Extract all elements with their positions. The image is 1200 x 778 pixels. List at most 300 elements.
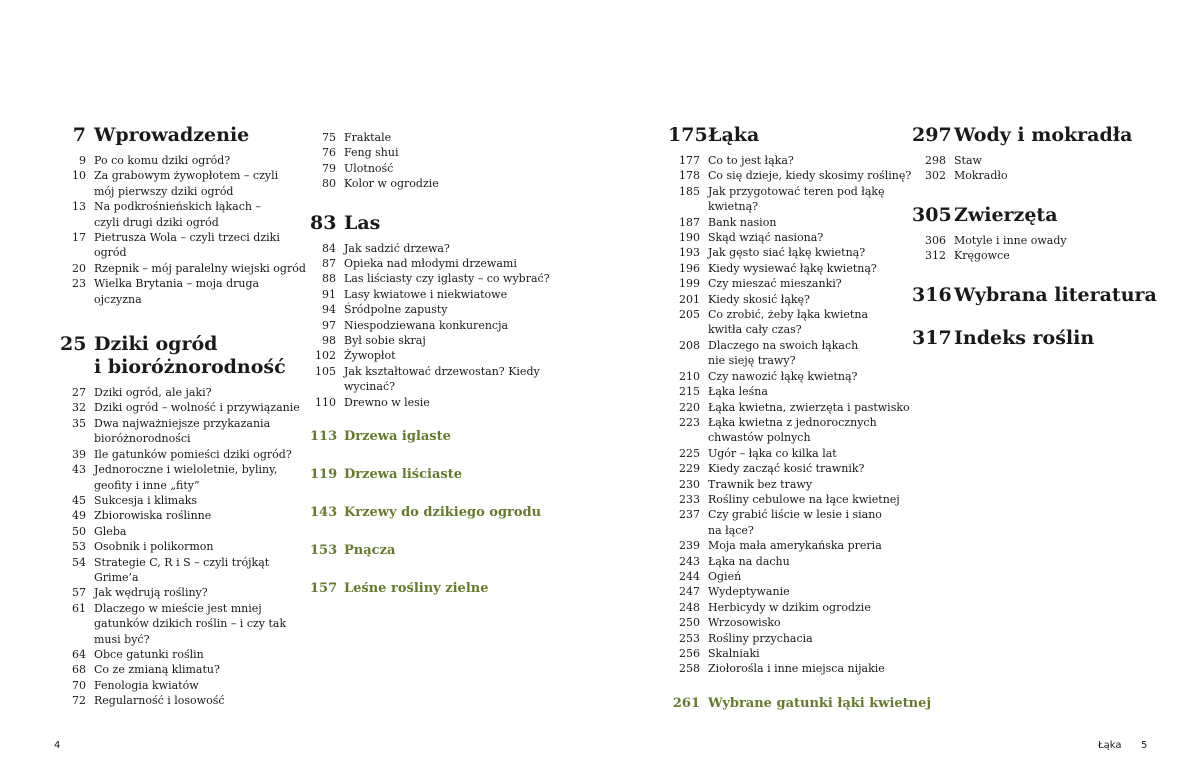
entry-page-number: 298	[925, 154, 946, 167]
entry-title	[708, 338, 858, 369]
entry-title-line: musi być?	[94, 632, 150, 646]
section-title-line: Dziki ogród	[94, 333, 218, 356]
entry-title	[954, 233, 1067, 248]
toc-section	[912, 124, 1162, 147]
entry-title-line: Motyle i inne owady	[954, 233, 1067, 247]
section-title	[954, 124, 1132, 147]
entry-page-number: 72	[72, 694, 86, 708]
entry-page-number: 223	[679, 415, 700, 429]
section-title	[954, 284, 1157, 307]
entry-title-line: Co to jest łąka?	[708, 154, 794, 167]
entry-title-line: Śródpolne zapusty	[344, 303, 448, 317]
entry-title-line: Dziki ogród, ale jaki?	[94, 386, 212, 400]
section-page-number: 7	[72, 124, 86, 146]
entry-page-number: 57	[72, 586, 86, 600]
section-page-number: 297	[912, 124, 952, 146]
toc-entry	[60, 601, 300, 647]
entry-page-number: 306	[925, 233, 946, 247]
entry-page-number: 102	[315, 349, 336, 363]
toc-entry	[668, 261, 908, 276]
toc-entry	[60, 261, 306, 276]
entry-title	[344, 271, 550, 286]
entry-title-line: Sukcesja i klimaks	[94, 493, 198, 507]
entry-title-line: Za grabowym żywopłotem – czyli	[94, 169, 279, 183]
entry-page-number: 225	[679, 446, 700, 460]
entry-title-line: Lasy kwiatowe i niekwiatowe	[344, 287, 508, 301]
entry-title-line: Drewno w lesie	[344, 395, 430, 409]
entry-title-line: Co się dzieje, kiedy skosimy roślinę?	[708, 169, 912, 183]
entry-title-line: Kolor w ogrodzie	[344, 177, 439, 191]
entry-title	[344, 333, 426, 348]
section-page-number: 83	[310, 211, 337, 234]
entry-title-line: bioróżnorodności	[94, 432, 191, 446]
section-title	[344, 539, 395, 562]
entry-title	[94, 199, 261, 230]
entry-title-line: Jak sadzić drzewa?	[344, 241, 450, 255]
entry-title	[344, 145, 399, 160]
toc-entry	[668, 554, 908, 569]
entry-title-line: Feng shui	[344, 146, 399, 160]
toc-entry	[668, 461, 908, 476]
entry-page-number: 208	[679, 338, 700, 352]
page-number-right: 5	[1141, 740, 1148, 751]
toc-entry	[668, 477, 908, 492]
entry-page-number: 39	[72, 447, 86, 461]
toc-entry	[60, 153, 300, 168]
entry-title-line: czyli drugi dziki ogród	[94, 215, 219, 229]
entry-title-line: wycinać?	[344, 380, 396, 394]
entry-page-number: 27	[72, 386, 86, 400]
toc-entry	[668, 492, 908, 507]
entry-page-number: 185	[679, 184, 700, 198]
running-title: Łąka	[1098, 740, 1122, 751]
entry-page-number: 32	[72, 401, 86, 415]
entry-title-line: ojczyzna	[94, 292, 142, 306]
entry-title	[708, 415, 877, 446]
entry-title	[708, 153, 794, 168]
toc-entry	[310, 176, 550, 191]
section-title-line: Łąka	[708, 124, 760, 146]
toc-entry	[310, 241, 550, 256]
entry-title-line: Rzepnik – mój paralelny wiejski ogród	[94, 261, 306, 275]
toc-section	[912, 327, 1162, 350]
entry-title	[344, 364, 540, 395]
section-title-line: Drzewa iglaste	[344, 429, 451, 445]
entry-page-number: 13	[72, 200, 86, 214]
entry-title	[344, 176, 439, 191]
toc-column-1	[60, 124, 306, 709]
toc-entry	[912, 153, 1162, 168]
entry-page-number: 220	[679, 400, 700, 414]
section-page-number: 143	[310, 505, 338, 521]
entry-page-number: 43	[72, 463, 86, 477]
entry-title	[708, 184, 885, 215]
entry-page-number: 94	[322, 303, 336, 317]
toc-entry	[912, 168, 1162, 183]
toc-entry	[60, 385, 300, 400]
entry-page-number: 91	[322, 287, 336, 301]
section-title-line: Leśne rośliny zielne	[344, 581, 489, 597]
toc-entry	[310, 395, 550, 410]
toc-column-4	[912, 124, 1162, 350]
entry-title-line: Żywopłot	[344, 349, 396, 363]
section-page-number: 261	[672, 695, 700, 711]
entry-title	[94, 601, 286, 647]
entry-title-line: Ulotność	[344, 161, 394, 175]
entry-title-line: Obce gatunki roślin	[94, 647, 204, 661]
entry-title-line: Dlaczego w mieście jest mniej	[94, 601, 262, 615]
entry-title-line: Czy nawozić łąkę kwietną?	[708, 369, 858, 383]
toc-entry	[668, 446, 908, 461]
section-title	[94, 333, 286, 379]
section-page-number: 153	[310, 543, 338, 559]
section-title-line: Wody i mokradła	[954, 124, 1133, 146]
entry-title-line: Na podkrośnieńskich łąkach –	[94, 200, 261, 214]
entry-title-line: Bank nasion	[708, 215, 777, 229]
entry-title-line: Łąka kwietna, zwierzęta i pastwisko	[708, 400, 910, 414]
toc-entry	[310, 256, 550, 271]
entry-title-line: Dziki ogród – wolność i przywiązanie	[94, 401, 300, 415]
entry-title-line: Herbicydy w dzikim ogrodzie	[708, 600, 871, 614]
toc-entry	[60, 416, 300, 447]
section-title	[344, 463, 462, 486]
entry-page-number: 177	[679, 154, 700, 167]
entry-title-line: Regularność i losowość	[94, 694, 225, 708]
entry-title-line: gatunków dzikich roślin – i czy tak	[94, 617, 287, 631]
entry-page-number: 68	[72, 663, 86, 677]
toc-section	[60, 124, 300, 147]
entry-title	[708, 615, 781, 630]
entry-page-number: 87	[322, 257, 336, 271]
section-title-line: Wybrana literatura	[954, 283, 1157, 306]
toc-entry	[310, 161, 550, 176]
entry-title-line: Las liściasty czy iglasty – co wybrać?	[344, 272, 550, 286]
entry-title	[94, 585, 208, 600]
section-page-number: 119	[310, 467, 338, 483]
entry-page-number: 105	[315, 364, 336, 378]
entry-title-line: Co ze zmianą klimatu?	[94, 663, 220, 677]
toc-entry	[668, 538, 908, 553]
toc-entry	[60, 647, 300, 662]
entry-title	[94, 416, 270, 447]
entry-title-line: ogród	[94, 246, 127, 260]
entry-page-number: 258	[679, 662, 700, 676]
entry-page-number: 253	[679, 631, 700, 645]
entry-page-number: 23	[72, 277, 86, 291]
entry-title	[94, 447, 292, 462]
section-title	[708, 692, 931, 715]
section-title	[708, 124, 759, 147]
toc-entry	[60, 539, 300, 554]
entry-title-line: Jak wędrują rośliny?	[94, 586, 208, 600]
entry-title-line: Rośliny przychacia	[708, 631, 813, 645]
toc-section	[60, 333, 300, 379]
entry-title	[708, 461, 864, 476]
toc-section	[668, 124, 908, 147]
entry-title	[344, 348, 396, 363]
entry-title-line: Łąka leśna	[708, 385, 768, 399]
entry-title	[344, 130, 391, 145]
entry-page-number: 250	[679, 616, 700, 630]
entry-page-number: 50	[72, 524, 86, 538]
toc-column-2	[310, 124, 550, 600]
entry-title	[954, 248, 1010, 263]
toc-entry	[668, 168, 912, 183]
entry-title	[708, 538, 882, 553]
entry-title	[708, 661, 885, 676]
toc-entry	[60, 524, 300, 539]
entry-title	[708, 492, 900, 507]
toc-entry	[668, 661, 908, 676]
entry-title-line: Rośliny cebulowe na łące kwietnej	[708, 492, 900, 506]
entry-title-line: chwastów polnych	[708, 431, 811, 445]
entry-title	[344, 302, 448, 317]
entry-title-line: Niespodziewana konkurencja	[344, 318, 509, 332]
entry-title-line: mój pierwszy dziki ogród	[94, 184, 234, 198]
entry-page-number: 9	[79, 154, 86, 167]
toc-entry	[912, 248, 1162, 263]
entry-title	[344, 287, 507, 302]
entry-title	[708, 631, 813, 646]
toc-entry	[668, 338, 908, 369]
toc-entry	[60, 662, 300, 677]
entry-page-number: 79	[322, 161, 336, 175]
toc-entry	[60, 447, 300, 462]
entry-title-line: Grime’a	[94, 570, 139, 584]
toc-entry	[60, 585, 300, 600]
entry-page-number: 243	[679, 554, 700, 568]
entry-title-line: Pietrusza Wola – czyli trzeci dziki	[94, 231, 280, 245]
entry-page-number: 193	[679, 246, 700, 260]
entry-title	[708, 292, 810, 307]
page-number-left: 4	[54, 740, 61, 751]
toc-entry	[668, 584, 908, 599]
toc-entry	[60, 199, 300, 230]
toc-entry	[60, 693, 300, 708]
toc-entry	[310, 364, 550, 395]
entry-page-number: 17	[72, 231, 86, 245]
toc-entry	[310, 348, 550, 363]
entry-title-line: Osobnik i polikormon	[94, 540, 214, 554]
entry-page-number: 53	[72, 540, 86, 554]
entry-page-number: 178	[679, 169, 700, 183]
toc-entry	[310, 271, 550, 286]
entry-page-number: 75	[322, 131, 336, 144]
entry-title-line: Jak kształtować drzewostan? Kiedy	[344, 364, 540, 378]
entry-page-number: 20	[72, 261, 86, 275]
entry-title	[344, 318, 508, 333]
entry-title-line: Wydeptywanie	[708, 585, 790, 599]
section-page-number: 316	[912, 283, 952, 306]
entry-title-line: Dlaczego na swoich łąkach	[708, 338, 859, 352]
toc-entry	[60, 508, 300, 523]
entry-title	[344, 241, 450, 256]
entry-title	[708, 230, 823, 245]
section-title	[954, 327, 1094, 350]
entry-page-number: 64	[72, 647, 86, 661]
entry-page-number: 239	[679, 539, 700, 553]
toc-subsection	[310, 501, 550, 524]
entry-title	[94, 539, 214, 554]
entry-title	[708, 400, 910, 415]
entry-title	[94, 385, 212, 400]
toc-entry	[668, 215, 908, 230]
toc-entry	[60, 276, 300, 307]
entry-title-line: Wrzosowisko	[708, 616, 781, 630]
entry-title-line: Zbiorowiska roślinne	[94, 509, 212, 523]
entry-title-line: Ile gatunków pomieści dziki ogród?	[94, 447, 292, 461]
entry-title	[708, 369, 857, 384]
toc-entry	[60, 400, 300, 415]
toc-entry	[668, 569, 908, 584]
entry-title-line: Czy grabić liście w lesie i siano	[708, 508, 882, 522]
entry-title-line: Kiedy skosić łąkę?	[708, 292, 810, 306]
entry-page-number: 256	[679, 647, 700, 660]
entry-title	[94, 662, 220, 677]
section-title-line: Drzewa liściaste	[344, 467, 462, 483]
entry-title-line: Był sobie skraj	[344, 334, 426, 348]
entry-title-line: Wielka Brytania – moja druga	[94, 277, 260, 291]
toc-entry	[60, 555, 300, 586]
entry-page-number: 70	[72, 678, 86, 692]
section-title	[954, 204, 1058, 227]
entry-title-line: Ogień	[708, 569, 742, 583]
entry-page-number: 312	[925, 249, 946, 263]
entry-page-number: 205	[679, 308, 700, 322]
entry-title	[94, 678, 199, 693]
entry-page-number: 10	[72, 169, 86, 183]
toc-entry	[668, 507, 908, 538]
toc-entry	[668, 245, 908, 260]
entry-page-number: 187	[679, 215, 700, 229]
entry-title	[708, 477, 812, 492]
toc-entry	[668, 184, 908, 215]
entry-title	[94, 555, 269, 586]
entry-title-line: Mokradło	[954, 169, 1008, 183]
entry-title-line: Trawnik bez trawy	[708, 477, 813, 491]
entry-title-line: Łąka kwietna z jednorocznych	[708, 415, 877, 429]
entry-title	[708, 600, 871, 615]
section-title	[344, 501, 541, 524]
entry-title-line: Dwa najważniejsze przykazania	[94, 416, 271, 430]
section-title-line: i bioróżnorodność	[94, 356, 286, 379]
toc-entry	[60, 493, 300, 508]
toc-entry	[668, 307, 908, 338]
entry-page-number: 215	[679, 385, 700, 399]
section-page-number: 157	[310, 581, 338, 597]
entry-page-number: 88	[322, 272, 336, 286]
section-title-line: Wprowadzenie	[94, 124, 250, 146]
toc-entry	[668, 631, 908, 646]
section-page-number: 317	[912, 326, 952, 349]
section-title	[344, 425, 451, 448]
entry-title	[708, 584, 790, 599]
entry-title	[708, 276, 842, 291]
toc-subsection	[310, 425, 550, 448]
section-title	[344, 577, 488, 600]
entry-page-number: 196	[679, 261, 700, 275]
entry-title-line: kwietną?	[708, 200, 759, 214]
entry-page-number: 80	[322, 177, 336, 191]
entry-page-number: 244	[679, 569, 700, 583]
entry-title-line: Jednoroczne i wieloletnie, byliny,	[94, 463, 278, 477]
entry-title-line: na łące?	[708, 523, 754, 537]
toc-entry	[310, 130, 550, 145]
entry-title	[708, 168, 911, 183]
entry-title-line: Fraktale	[344, 131, 392, 144]
entry-title-line: Ziołorośla i inne miejsca nijakie	[708, 662, 885, 676]
entry-title	[94, 462, 277, 493]
entry-title-line: nie sieję trawy?	[708, 354, 796, 368]
entry-title-line: Opieka nad młodymi drzewami	[344, 257, 517, 271]
entry-title-line: Staw	[954, 154, 982, 167]
entry-title	[344, 161, 393, 176]
entry-page-number: 76	[322, 146, 336, 160]
section-title-line: Krzewy do dzikiego ogrodu	[344, 505, 542, 521]
toc-entry	[310, 302, 550, 317]
entry-title-line: Kiedy zacząć kosić trawnik?	[708, 462, 865, 476]
entry-page-number: 201	[679, 292, 700, 306]
entry-title	[708, 384, 768, 399]
entry-page-number: 247	[679, 585, 700, 599]
section-title	[344, 212, 380, 235]
entry-page-number: 230	[679, 477, 700, 491]
toc-section	[912, 284, 1162, 307]
entry-title	[94, 647, 204, 662]
entry-title	[708, 569, 741, 584]
toc-subsection	[310, 539, 550, 562]
section-page-number: 175	[668, 124, 708, 146]
toc-subsection	[668, 692, 932, 715]
toc-entry	[668, 276, 908, 291]
toc-entry	[668, 153, 908, 168]
section-page-number: 113	[310, 429, 338, 445]
toc-section	[912, 204, 1162, 227]
entry-title	[94, 168, 278, 199]
section-title-line: Las	[344, 211, 381, 234]
section-title-line: Zwierzęta	[954, 203, 1058, 226]
toc-entry	[310, 145, 550, 160]
toc-entry	[60, 230, 300, 261]
entry-title	[94, 400, 300, 415]
entry-title-line: kwitła cały czas?	[708, 323, 802, 337]
entry-title-line: Łąka na dachu	[708, 554, 790, 568]
entry-title	[94, 276, 259, 307]
entry-title-line: Strategie C, R i S – czyli trójkąt	[94, 555, 270, 569]
entry-title	[708, 446, 837, 461]
toc-entry	[668, 600, 908, 615]
toc-entry	[668, 646, 908, 661]
toc-entry	[668, 292, 908, 307]
entry-page-number: 49	[72, 509, 86, 523]
toc-subsection	[310, 577, 550, 600]
entry-page-number: 210	[679, 369, 700, 383]
toc-section	[310, 212, 550, 235]
entry-page-number: 54	[72, 555, 86, 569]
toc-entry	[310, 333, 550, 348]
entry-page-number: 199	[679, 277, 700, 291]
toc-entry	[60, 678, 300, 693]
entry-title	[94, 508, 211, 523]
entry-page-number: 97	[322, 318, 336, 332]
entry-title-line: Czy mieszać mieszanki?	[708, 277, 842, 291]
entry-title-line: Kiedy wysiewać łąkę kwietną?	[708, 261, 877, 275]
entry-title	[344, 256, 517, 271]
entry-title	[708, 261, 877, 276]
entry-page-number: 98	[322, 334, 336, 348]
entry-title-line: Kręgowce	[954, 249, 1010, 263]
entry-title	[94, 693, 225, 708]
